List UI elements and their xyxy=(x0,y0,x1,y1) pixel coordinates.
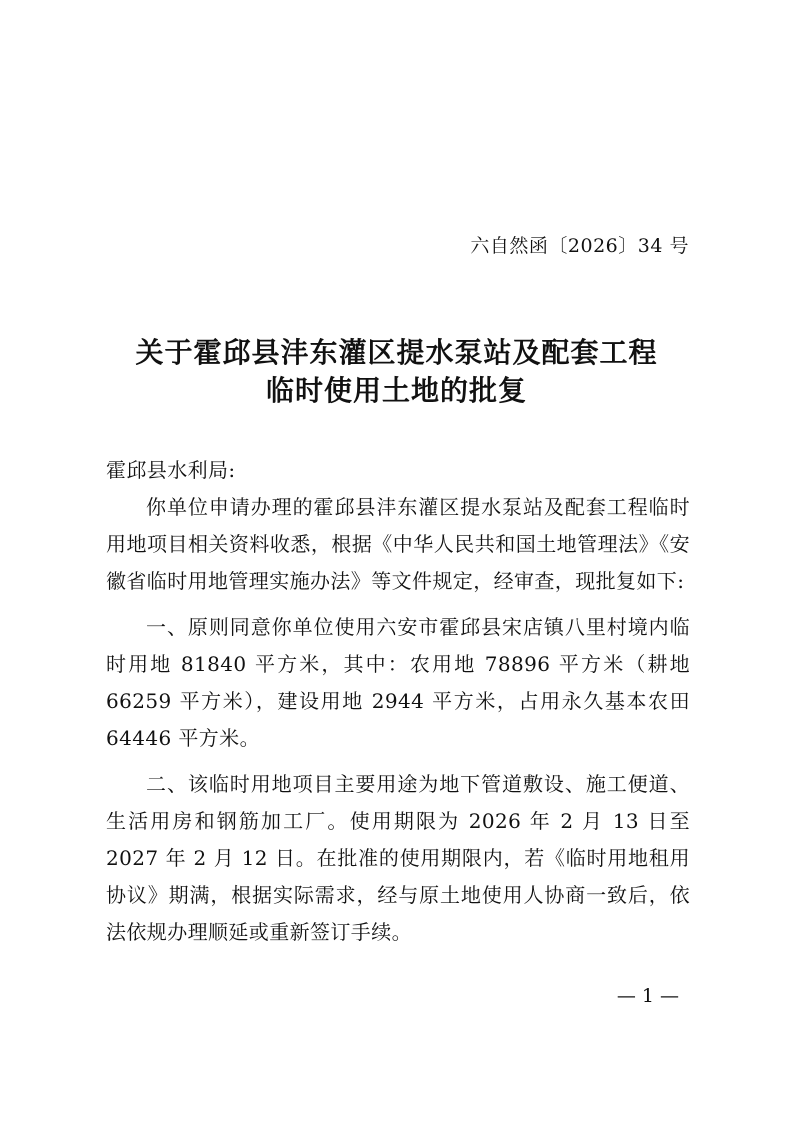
document-title xyxy=(0,334,793,410)
paragraph-item-2: 二、该临时用地项目主要用途为地下管道敷设、施工便道、生活用房和钢筋加工厂。使用期限为 2026 年 2 月 13 日至 2027 年 2 月 12 日。在批准的使用期限内，若《临时用地租用协议》期满，根据实际需求，经与原土地使用人协商一致后，依法依规办理顺延或重新签订手续。 xyxy=(106,772,690,944)
document-number: 六自然函〔2026〕34 号 xyxy=(470,235,689,257)
paragraph-item-1: 一、原则同意你单位使用六安市霍邱县宋店镇八里村境内临时用地 81840 平方米，其中：农用地 78896 平方米（耕地 66259 平方米），建设用地 2944 平方米，占用永久基本农田 64446 平方米。 xyxy=(106,615,690,750)
addressee: 霍邱县水利局: xyxy=(106,458,236,482)
title-line-1: 关于霍邱县沣东灌区提水泵站及配套工程 xyxy=(135,336,658,369)
document-body xyxy=(106,452,690,951)
paragraph-intro: 你单位申请办理的霍邱县沣东灌区提水泵站及配套工程临时用地项目相关资料收悉，根据《中华人民共和国土地管理法》《安徽省临时用地管理实施办法》等文件规定，经审查，现批复如下: xyxy=(106,495,690,593)
page-number: — 1 — xyxy=(616,985,679,1007)
title-line-2: 临时使用土地的批复 xyxy=(265,374,527,407)
